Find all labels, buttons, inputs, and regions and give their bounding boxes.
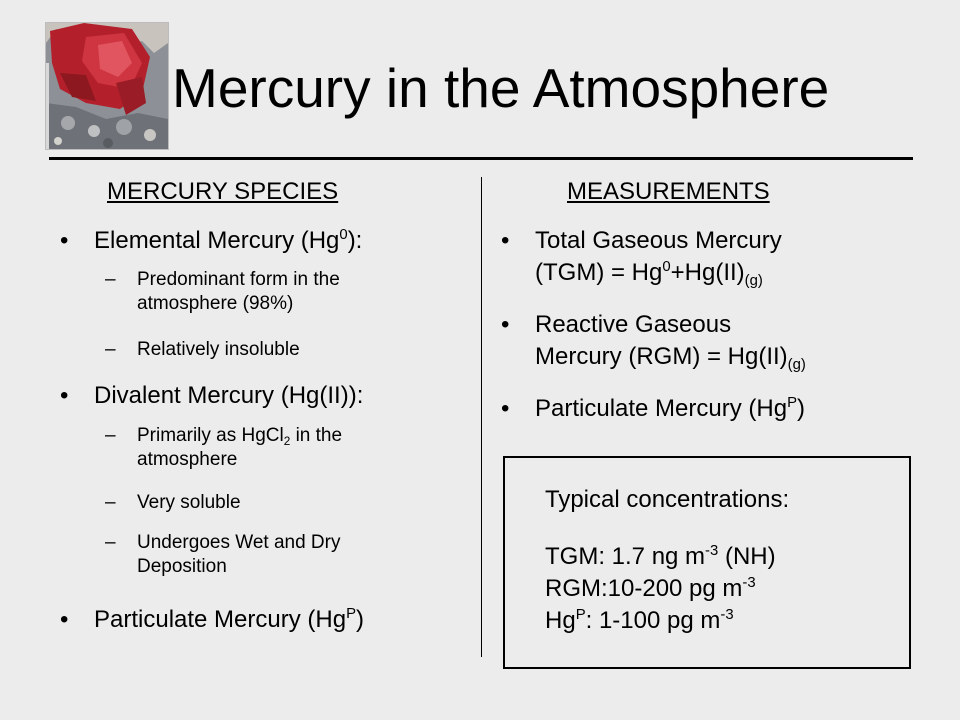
rgm-bullet: • Reactive Gaseous Mercury $(RGM) = Hg(II)_{(g)}$ [501, 311, 806, 374]
page-title: Mercury in the Atmosphere [172, 57, 830, 119]
mercury-species-heading: MERCURY SPECIES [107, 178, 339, 205]
elemental-sub-predominant: – Predominant form in the atmosphere (98%) [105, 269, 340, 314]
elemental-mercury-bullet: • Elemental Mercury (Hg$^0$): [94, 225, 362, 257]
particulate-mercury-bullet-left: • Particulate Mercury $(Hg^P)$ [60, 606, 364, 633]
tgm-bullet: • Total Gaseous Mercury $(TGM) = Hg^0+Hg(II)_{(g)}$ [501, 227, 782, 290]
rgm-concentration: RGM:10-200 pg $m^{-3}$ [545, 575, 756, 602]
column-divider [481, 177, 482, 657]
measurements-heading: MEASUREMENTS [567, 178, 770, 205]
tgm-concentration: TGM: 1.7 ng $m^{-3}$ (NH) [545, 543, 776, 570]
cinnabar-crystal-image [45, 22, 169, 150]
concentrations-heading: Typical concentrations: [545, 486, 790, 513]
typical-concentrations-box [503, 456, 911, 669]
hgp-concentration: $Hg^P$: 1-100 pg $m^{-3}$ [545, 607, 734, 634]
divalent-sub-soluble: – Very soluble [105, 492, 241, 513]
bullet-dot: • [60, 227, 69, 254]
divalent-mercury-bullet: • Divalent Mercury (Hg(II)): [60, 382, 364, 409]
divalent-sub-hgcl2: – Primarily as HgCl$_2$ in the atmosphere [105, 425, 343, 470]
elemental-sub-insoluble: – Relatively insoluble [105, 339, 300, 360]
particulate-mercury-bullet-right: • Particulate Mercury $(Hg^P)$ [501, 395, 805, 422]
title-divider [49, 157, 913, 160]
divalent-sub-deposition: – Undergoes Wet and Dry Deposition [105, 532, 341, 577]
